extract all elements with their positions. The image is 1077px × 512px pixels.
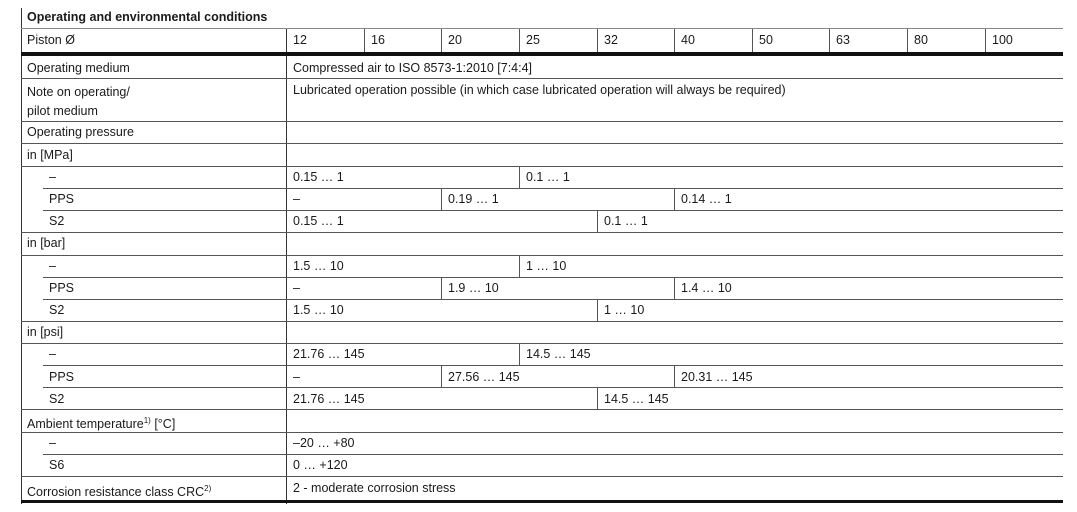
size-16: 16 <box>371 33 385 47</box>
psi-s2-v2: 14.5 … 145 <box>604 392 669 406</box>
psi-s2-label: S2 <box>49 392 65 406</box>
mpa-dash-v2: 0.1 … 1 <box>526 170 570 184</box>
corrosion-class-text: Corrosion resistance class CRC <box>27 485 205 500</box>
span-divider <box>441 188 442 210</box>
psi-s2-v1: 21.76 … 145 <box>293 392 365 406</box>
row-rule <box>43 188 1063 189</box>
corrosion-class-label <box>27 481 211 500</box>
piston-diameter-label: Piston Ø <box>27 33 75 47</box>
temp-s6-label: S6 <box>49 458 65 472</box>
mpa-s2-v2: 0.1 … 1 <box>604 214 648 228</box>
note-value: Lubricated operation possible (in which case lubricated operation will always be required) <box>293 83 786 97</box>
footnote-2: 2) <box>204 484 212 493</box>
bar-dash-label: – <box>49 259 56 273</box>
row-rule <box>21 78 1063 79</box>
left-border <box>21 8 22 504</box>
table-title: Operating and environmental conditions <box>27 10 268 24</box>
bar-s2-v1: 1.5 … 10 <box>293 303 344 317</box>
header-divider <box>674 28 675 52</box>
temp-dash-v1: –20 … +80 <box>293 436 355 450</box>
row-rule <box>21 343 1063 344</box>
header-divider <box>441 28 442 52</box>
span-divider <box>597 387 598 409</box>
span-divider <box>519 343 520 365</box>
mpa-s2-label: S2 <box>49 214 65 228</box>
row-rule <box>21 232 1063 233</box>
ambient-temperature-text: Ambient temperature <box>27 417 144 432</box>
span-divider <box>597 299 598 321</box>
mpa-label: in [MPa] <box>27 148 73 162</box>
span-divider <box>441 365 442 387</box>
row-rule <box>21 121 1063 122</box>
row-rule <box>21 409 1063 410</box>
mpa-pps-v1: – <box>293 192 300 206</box>
mpa-pps-label: PPS <box>49 192 75 206</box>
table-bottom-rule <box>21 500 1063 503</box>
span-divider <box>519 166 520 188</box>
size-20: 20 <box>448 33 462 47</box>
row-rule <box>21 432 1063 433</box>
bar-pps-v2: 1.9 … 10 <box>448 281 499 295</box>
header-divider <box>364 28 365 52</box>
ambient-temperature-label <box>27 413 175 432</box>
psi-dash-v1: 21.76 … 145 <box>293 347 365 361</box>
size-32: 32 <box>604 33 618 47</box>
row-rule <box>21 321 1063 322</box>
row-rule <box>21 255 1063 256</box>
span-divider <box>674 365 675 387</box>
operating-pressure-label: Operating pressure <box>27 125 135 139</box>
size-50: 50 <box>759 33 773 47</box>
psi-pps-label: PPS <box>49 370 75 384</box>
bar-s2-label: S2 <box>49 303 65 317</box>
psi-dash-v2: 14.5 … 145 <box>526 347 591 361</box>
header-divider <box>829 28 830 52</box>
row-rule <box>21 143 1063 144</box>
header-divider <box>519 28 520 52</box>
bar-pps-v3: 1.4 … 10 <box>681 281 732 295</box>
row-rule <box>43 277 1063 278</box>
bar-label: in [bar] <box>27 236 66 250</box>
psi-label: in [psi] <box>27 325 64 339</box>
temp-s6-v1: 0 … +120 <box>293 458 348 472</box>
operating-medium-label: Operating medium <box>27 61 130 75</box>
size-25: 25 <box>526 33 540 47</box>
row-rule <box>43 454 1063 455</box>
psi-pps-v2: 27.56 … 145 <box>448 370 520 384</box>
row-rule <box>43 387 1063 388</box>
span-divider <box>674 188 675 210</box>
bar-s2-v2: 1 … 10 <box>604 303 645 317</box>
footnote-1: 1) <box>143 416 151 425</box>
conditions-table <box>21 8 1063 504</box>
mpa-dash-label: – <box>49 170 56 184</box>
bar-dash-v2: 1 … 10 <box>526 259 567 273</box>
corrosion-class-value: 2 - moderate corrosion stress <box>293 481 456 495</box>
span-divider <box>441 277 442 299</box>
row-rule <box>43 365 1063 366</box>
size-12: 12 <box>293 33 307 47</box>
size-40: 40 <box>681 33 695 47</box>
psi-dash-label: – <box>49 347 56 361</box>
row-rule <box>21 476 1063 477</box>
mpa-pps-v2: 0.19 … 1 <box>448 192 499 206</box>
header-rule <box>21 52 1063 56</box>
header-divider <box>907 28 908 52</box>
mpa-pps-v3: 0.14 … 1 <box>681 192 732 206</box>
bar-pps-label: PPS <box>49 281 75 295</box>
row-rule <box>43 299 1063 300</box>
row-rule <box>21 166 1063 167</box>
mpa-s2-v1: 0.15 … 1 <box>293 214 344 228</box>
ambient-temperature-unit: [°C] <box>150 417 176 432</box>
span-divider <box>597 210 598 232</box>
temp-dash-label: – <box>49 436 56 450</box>
span-divider <box>519 255 520 277</box>
bar-pps-v1: – <box>293 281 300 295</box>
psi-pps-v1: – <box>293 370 300 384</box>
operating-medium-value: Compressed air to ISO 8573-1:2010 [7:4:4] <box>293 61 533 75</box>
span-divider <box>674 277 675 299</box>
size-80: 80 <box>914 33 928 47</box>
psi-pps-v3: 20.31 … 145 <box>681 370 753 384</box>
bar-dash-v1: 1.5 … 10 <box>293 259 344 273</box>
header-divider <box>752 28 753 52</box>
header-divider <box>597 28 598 52</box>
mpa-dash-v1: 0.15 … 1 <box>293 170 344 184</box>
title-rule <box>21 28 1063 29</box>
size-100: 100 <box>992 33 1013 47</box>
size-63: 63 <box>836 33 850 47</box>
note-label: Note on operating/ pilot medium <box>27 85 130 118</box>
row-rule <box>43 210 1063 211</box>
header-divider <box>985 28 986 52</box>
